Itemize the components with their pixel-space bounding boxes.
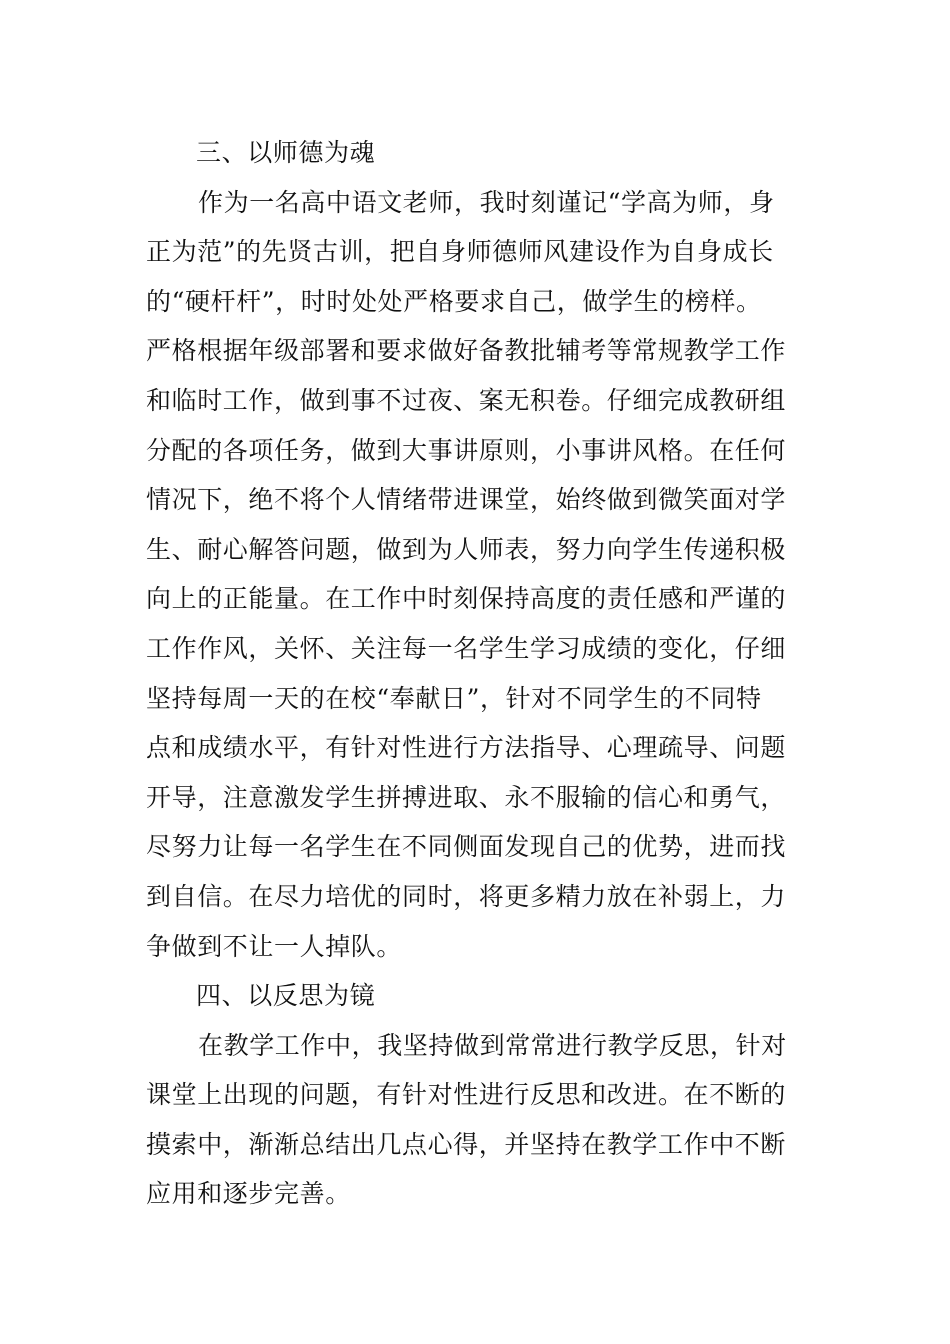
paragraph-line: 到自信。在尽力培优的同时，将更多精力放在补弱上，力 [146,881,787,911]
paragraph-line: 严格根据年级部署和要求做好备教批辅考等常规教学工作 [146,336,787,366]
paragraph-line: 争做到不让一人掉队。 [146,931,403,961]
paragraph-line: 尽努力让每一名学生在不同侧面发现自己的优势，进而找 [146,832,787,862]
paragraph-line: 坚持每周一天的在校“奉献日”，针对不同学生的不同特 [146,683,762,713]
paragraph-line: 开导，注意激发学生拼搏进取、永不服输的信心和勇气， [146,782,787,812]
paragraph-line: 的“硬杆杆”，时时处处严格要求自己，做学生的榜样。 [146,286,762,316]
paragraph-line: 摸索中，渐渐总结出几点心得，并坚持在教学工作中不断 [146,1129,787,1159]
paragraph-line: 作为一名高中语文老师，我时刻谨记“学高为师，身 [198,187,775,217]
paragraph-line: 点和成绩水平，有针对性进行方法指导、心理疏导、问题 [146,733,787,763]
paragraph-line: 生、耐心解答问题，做到为人师表，努力向学生传递积极 [146,534,787,564]
paragraph-line: 正为范”的先贤古训，把自身师德师风建设作为自身成长 [146,237,774,267]
paragraph-line: 向上的正能量。在工作中时刻保持高度的责任感和严谨的 [146,584,787,614]
section-heading-3: 三、以师德为魂 [196,138,376,167]
paragraph-line: 情况下，绝不将个人情绪带进课堂，始终做到微笑面对学 [146,485,787,515]
paragraph-line: 应用和逐步完善。 [146,1179,351,1209]
document-body [146,128,806,1219]
section-heading-4: 四、以反思为镜 [196,981,376,1011]
paragraph-line: 和临时工作，做到事不过夜、案无积卷。仔细完成教研组 [146,385,787,415]
paragraph-line: 课堂上出现的问题，有针对性进行反思和改进。在不断的 [146,1080,787,1110]
paragraph-line: 工作作风，关怀、关注每一名学生学习成绩的变化，仔细 [146,633,787,663]
paragraph-line: 分配的各项任务，做到大事讲原则，小事讲风格。在任何 [146,435,787,465]
paragraph-line: 在教学工作中，我坚持做到常常进行教学反思，针对 [198,1030,787,1060]
